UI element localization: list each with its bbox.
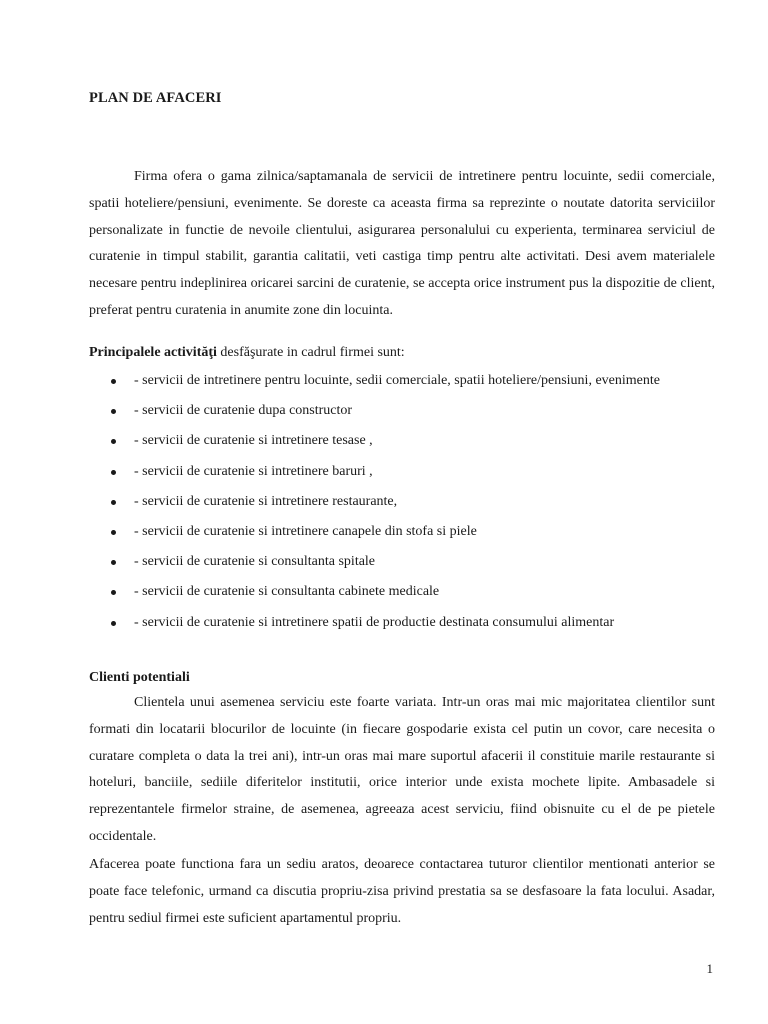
list-item-text: - servicii de curatenie si consultanta cabinete medicale: [134, 584, 440, 600]
activities-heading-bold: Principalele activităţi: [89, 345, 217, 360]
bullet-icon: [111, 500, 116, 505]
list-item-text: - servicii de intretinere pentru locuinte, sedii comerciale, spatii hoteliere/pensiuni, evenimente: [134, 373, 660, 388]
bullet-icon: [111, 530, 116, 535]
clients-paragraph-text: Clientela unui asemenea serviciu este foarte variata. Intr-un oras mai mic majoritatea clientilor sunt formati din locatarii blocurilor de locuinte (in fiecare gospodarie exista cel putin un covor, care necesita o curatare completa o data la trei ani), intr-un oras mai mare suportul afacerii il constituie marile restaurante si hoteluri, banciile, sediile diferitelor institutii, orice interior unde exista mochete lipite. Ambasadele si reprezentantele firmelor straine, de asemenea, agreeaza acest serviciu, fiind obisnuite cu el de pe pietele occidentale.: [89, 695, 715, 844]
bullet-icon: [111, 409, 116, 414]
activities-list: [89, 368, 715, 640]
clients-paragraph: [89, 690, 715, 851]
list-item: [89, 428, 715, 455]
list-item: [89, 549, 715, 576]
bullet-icon: [111, 590, 116, 595]
list-item-text: - servicii de curatenie si intretinere restaurante,: [134, 493, 398, 509]
activities-heading: [89, 340, 405, 366]
list-item: [89, 368, 715, 395]
list-item-text: - servicii de curatenie si consultanta spitale: [134, 554, 376, 570]
list-item-text: - servicii de curatenie si intretinere tesase ,: [134, 433, 373, 449]
bullet-icon: [111, 439, 116, 444]
activities-heading-rest: desfăşurate in cadrul firmei sunt:: [216, 345, 405, 360]
bullet-icon: [111, 379, 116, 384]
bullet-icon: [111, 470, 116, 475]
list-item: [89, 489, 715, 516]
list-item: [89, 459, 715, 486]
list-item: [89, 579, 715, 606]
list-item: [89, 398, 715, 425]
bullet-icon: [111, 560, 116, 565]
list-item-text: - servicii de curatenie si intretinere baruri ,: [134, 463, 373, 479]
bullet-icon: [111, 621, 116, 626]
list-item-text: - servicii de curatenie si intretinere spatii de productie destinata consumului alimentar: [134, 614, 615, 630]
clients-heading: Clienti potentiali: [89, 670, 190, 685]
intro-paragraph: Firma ofera o gama zilnica/saptamanala de servicii de intretinere pentru locuinte, sedii comerciale, spatii hoteliere/pensiuni, evenimente. Se doreste ca aceasta firma sa reprezinte o noutate datorita serviciilor personalizate in functie de nevoile clientului, asigurarea personalului cu experienta, terminarea serviciul de curatenie in timpul stabilit, garantia calitatii, veti castiga timp pentru alte activitati. Desi avem materialele necesare pentru indeplinirea oricarei sarcini de curatenie, se accepta orice instrument pus la dispozitie de client, preferat pentru curatenia in anumite zone din locuinta.: [89, 169, 715, 318]
list-item-text: - servicii de curatenie dupa constructor: [134, 403, 353, 419]
afacerea-paragraph: Afacerea poate functiona fara un sediu aratos, deoarece contactarea tuturor clientilor mentionati anterior se poate face telefonic, urmand ca discutia propriu-zisa privind prestatia sa se desfasoare la fata locului. Asadar, pentru sediul firmei este suficient apartamentul propriu.: [89, 857, 715, 926]
page-number: 1: [706, 961, 713, 976]
document-title: PLAN DE AFACERI: [89, 90, 222, 106]
list-item-text: - servicii de curatenie si intretinere canapele din stofa si piele: [134, 523, 477, 539]
list-item: [89, 610, 715, 637]
list-item: [89, 519, 715, 546]
